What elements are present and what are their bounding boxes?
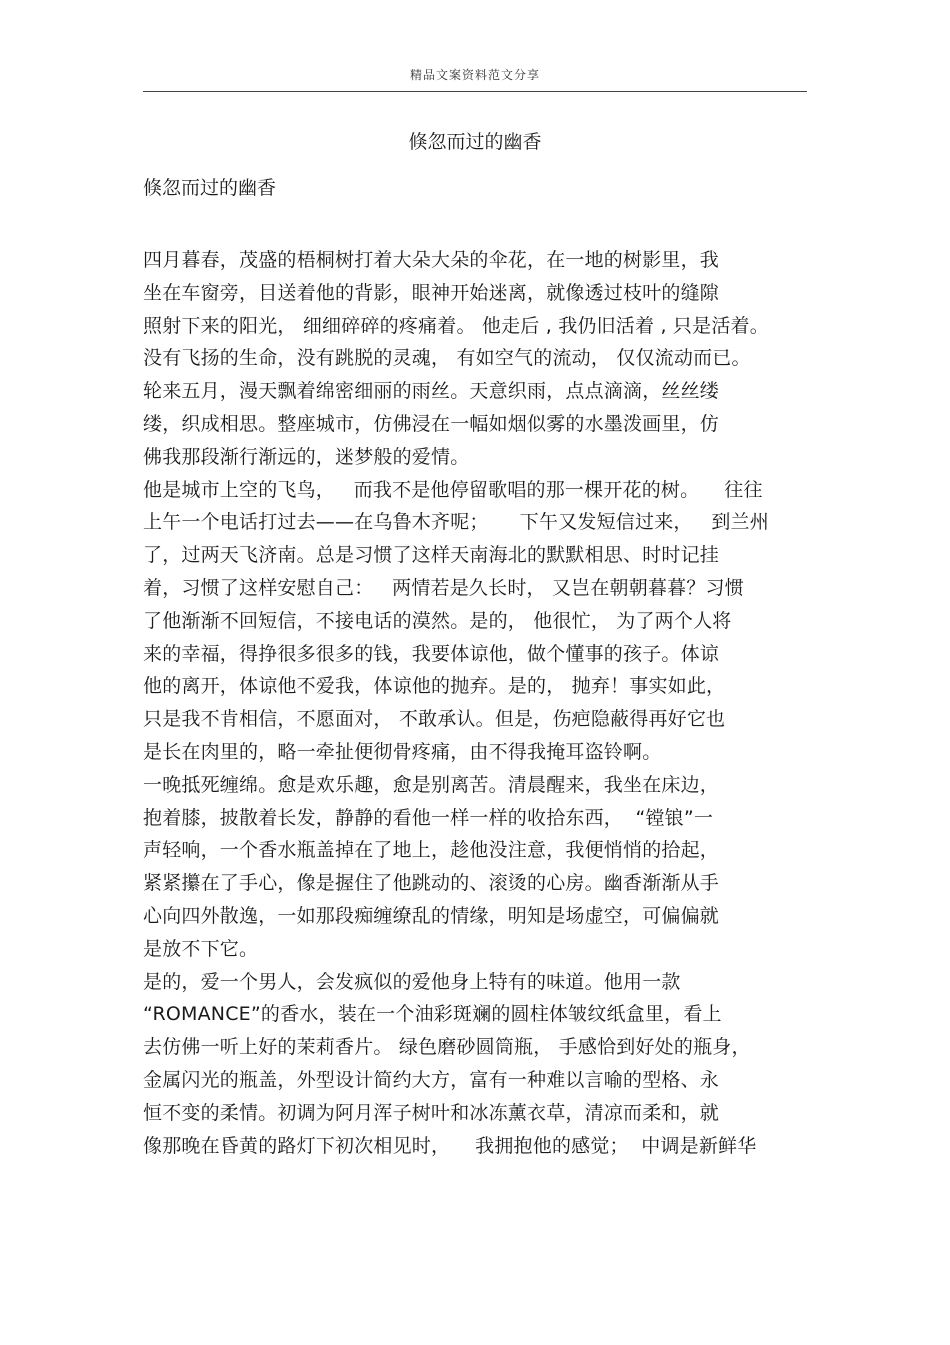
body-line: 是长在肉里的，略一牵扯便彻骨疼痛，由不得我掩耳盗铃啊。 xyxy=(143,740,662,763)
document-title: 倏忽而过的幽香 xyxy=(408,131,542,153)
body-line: 坐在车窗旁，目送着他的背影，眼神开始迷离，就像透过枝叶的缝隙 xyxy=(143,281,720,304)
body-line: 抱着膝，披散着长发，静静的看他一样一样的收拾东西， “镗锒”一 xyxy=(143,806,714,829)
body-line: 紧紧攥在了手心，像是握住了他跳动的、滚烫的心房。幽香渐渐从手 xyxy=(143,872,720,895)
body-line: 他是城市上空的飞鸟， 而我不是他停留歌唱的那一棵开花的树。 往往 xyxy=(143,478,763,501)
body-line: 恒不变的柔情。初调为阿月浑子树叶和冰冻薰衣草，清凉而柔和，就 xyxy=(143,1101,720,1124)
body-line: 着，习惯了这样安慰自己： 两情若是久长时， 又岂在朝朝暮暮？习惯 xyxy=(143,576,744,599)
body-line: 了，过两天飞济南。总是习惯了这样天南海北的默默相思、时时记挂 xyxy=(143,544,720,567)
document-body xyxy=(143,244,823,1162)
body-line: 只是我不肯相信，不愿面对， 不敢承认。但是，伤疤隐蔽得再好它也 xyxy=(143,708,726,731)
body-line: 是的，爱一个男人，会发疯似的爱他身上特有的味道。他用一款 xyxy=(143,970,681,993)
body-line: 来的幸福，得挣很多很多的钱，我要体谅他，做个懂事的孩子。体谅 xyxy=(143,642,720,665)
body-line: 四月暮春，茂盛的梧桐树打着大朵大朵的伞花，在一地的树影里，我 xyxy=(143,249,720,271)
body-line: “ROMANCE”的香水，装在一个油彩斑斓的圆柱体皱纹纸盒里，看上 xyxy=(143,1003,722,1026)
body-line: 像那晚在昏黄的路灯下初次相见时， 我拥抱他的感觉； 中调是新鲜华 xyxy=(143,1134,757,1157)
body-line: 他的离开，体谅他不爱我，体谅他的抛弃。是的， 抛弃！事实如此， xyxy=(143,675,726,698)
body-line: 心向四外散逸，一如那段痴缠缭乱的情缘，明知是场虚空，可偏偏就 xyxy=(143,904,720,927)
page-header: 精品文案资料范文分享 xyxy=(409,68,540,82)
body-line: 了他渐渐不回短信，不接电话的漠然。是的， 他很忙， 为了两个人将 xyxy=(143,609,732,632)
document-subtitle: 倏忽而过的幽香 xyxy=(143,177,277,199)
body-line: 照射下来的阳光， 细细碎碎的疼痛着。 他走后 , 我仍旧活着 , 只是活着。 xyxy=(143,314,769,337)
header-divider xyxy=(143,91,807,92)
body-line: 声轻响，一个香水瓶盖掉在了地上，趁他没注意，我便悄悄的拾起， xyxy=(143,839,720,862)
body-line: 轮来五月，漫天飘着绵密细丽的雨丝。天意织雨，点点滴滴，丝丝缕 xyxy=(143,380,720,403)
body-line: 金属闪光的瓶盖，外型设计简约大方，富有一种难以言喻的型格、永 xyxy=(143,1068,720,1091)
body-line: 没有飞扬的生命，没有跳脱的灵魂， 有如空气的流动， 仅仅流动而已。 xyxy=(143,347,751,370)
body-line: 是放不下它。 xyxy=(143,937,259,960)
body-line: 上午一个电话打过去——在乌鲁木齐呢； 下午又发短信过来， 到兰州 xyxy=(143,511,769,534)
body-line: 佛我那段渐行渐远的，迷梦般的爱情。 xyxy=(143,445,470,468)
body-line: 缕，织成相思。整座城市，仿佛浸在一幅如烟似雾的水墨泼画里，仿 xyxy=(143,412,720,435)
body-line: 去仿佛一听上好的茉莉香片。 绿色磨砂圆筒瓶， 手感恰到好处的瓶身， xyxy=(143,1036,751,1059)
body-line: 一晚抵死缠绵。愈是欢乐趣，愈是别离苦。清晨醒来，我坐在床边， xyxy=(143,773,720,796)
